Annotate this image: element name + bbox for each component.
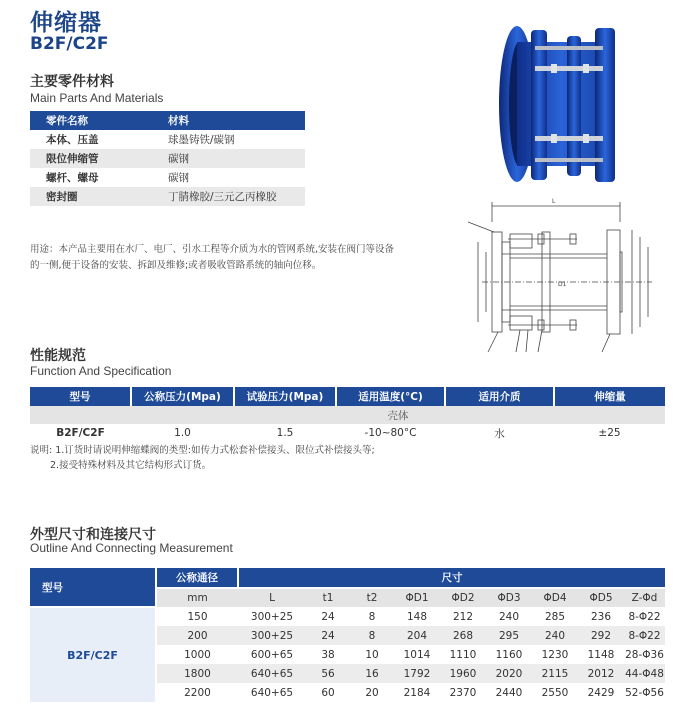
dims-section-subtitle: Outline And Connecting Measurement [30,541,233,555]
table-row [30,187,305,206]
table-cell: 204 [394,626,440,645]
table-cell: 1014 [403,648,431,661]
table-cell: 1960 [440,664,486,683]
table-cell: 52-Φ56 [625,686,664,699]
sub-header: t1 [306,588,350,607]
expansion: ±25 [598,427,621,439]
column-header: 材料 [152,111,305,130]
column-header: 试验压力(Mpa) [234,387,336,406]
table-cell: 600+65 [250,648,294,661]
technical-drawing [452,192,662,362]
table-cell: 240 [532,626,578,645]
column-header: 型号 [30,568,156,607]
column-header: 公称通径 [156,568,238,588]
table-cell: 60 [321,686,335,699]
column-header: 公称压力(Mpa) [131,387,234,406]
table-cell: 295 [486,626,532,645]
sub-header: L [238,588,306,607]
usage-line: 的一侧,便于设备的安装、拆卸及维修;或者吸收管路系统的轴向位移。 [30,260,322,271]
part-material: 球墨铸铁/碳钢 [168,134,235,146]
table-cell: 212 [452,610,474,623]
parts-table [30,111,305,206]
column-header: 尺寸 [238,568,665,588]
table-row [30,424,665,442]
sub-header: t2 [350,588,394,607]
table-cell: 2440 [495,686,523,699]
dims-table [30,568,665,702]
product-photo [495,16,635,186]
usage-line: 用途：本产品主要用在水厂、电厂、引水工程等介质为水的管网系统,安装在阀门等设备 [30,244,395,255]
table-cell: 300+25 [250,610,294,623]
table-cell: 236 [590,610,612,623]
table-cell: 8 [368,610,376,623]
table-cell: 2115 [532,664,578,683]
sub-header: ΦD5 [578,588,624,607]
table-cell: 640+65 [238,664,306,683]
table-cell: 1148 [587,648,615,661]
usage-text [30,242,415,274]
table-cell: 2012 [578,664,624,683]
spec-table [30,387,665,442]
table-cell: 2200 [184,686,211,699]
table-cell: 2184 [403,686,431,699]
table-cell: 8 [350,626,394,645]
parts-section-title: 主要零件材料 [30,74,114,90]
table-row [30,168,305,187]
table-cell: 24 [321,610,335,623]
table-cell: 292 [578,626,624,645]
dim-label: D1 [558,281,567,288]
table-cell: 1000 [184,648,211,661]
model-cell: B2F/C2F [30,607,156,702]
sub-header: mm [156,588,238,607]
table-cell: 8-Φ22 [628,610,661,623]
table-header-row [30,387,665,406]
table-cell: 240 [498,610,520,623]
part-material: 碳钢 [152,149,305,168]
table-cell: 150 [187,610,208,623]
table-header-row [30,568,665,588]
table-cell: 200 [156,626,238,645]
page-title: 伸缩器 [30,10,102,36]
part-name: 密封圈 [30,187,152,206]
table-cell: 268 [440,626,486,645]
test-pressure: 1.5 [276,427,294,439]
table-cell: 10 [365,648,379,661]
table-cell: 2020 [486,664,532,683]
spec-section-title: 性能规范 [30,348,86,364]
table-cell: 1160 [495,648,523,661]
table-cell: 2550 [541,686,569,699]
table-cell: 1800 [156,664,238,683]
column-header: 伸缩量 [554,387,665,406]
dim-label: L [552,198,556,205]
medium: 水 [494,427,505,440]
parts-section-subtitle: Main Parts And Materials [30,91,164,105]
part-material: 丁腈橡胶/三元乙丙橡胶 [152,187,305,206]
spec-notes [30,443,375,473]
temperature: -10~80°C [364,427,417,439]
table-row [30,406,665,424]
sub-header-label: 壳体 [131,406,665,424]
table-cell: 38 [321,648,335,661]
table-cell: 16 [350,664,394,683]
table-cell: 1110 [449,648,477,661]
sub-header: ΦD3 [486,588,532,607]
table-header-row [30,111,305,130]
table-cell: 56 [306,664,350,683]
table-row [30,149,305,168]
table-cell: 640+65 [250,686,294,699]
table-cell: 285 [544,610,566,623]
dims-section-title: 外型尺寸和连接尺寸 [30,527,156,543]
column-header: 零件名称 [30,111,152,130]
table-cell: 300+25 [238,626,306,645]
model-cell: B2F/C2F [56,427,105,439]
part-material: 碳钢 [168,172,189,184]
column-header: 型号 [30,387,131,406]
table-row [30,607,665,626]
table-cell: 44-Φ48 [624,664,665,683]
table-cell: 2429 [587,686,615,699]
table-cell: 2370 [449,686,477,699]
table-cell: 28-Φ36 [625,648,664,661]
column-header: 适用介质 [445,387,554,406]
table-cell: 8-Φ22 [624,626,665,645]
page-subtitle: B2F/C2F [30,34,109,54]
sub-header: ΦD4 [532,588,578,607]
spec-section-subtitle: Function And Specification [30,364,172,378]
table-cell: 1230 [541,648,569,661]
column-header: 适用温度(°C) [336,387,445,406]
sub-header: ΦD1 [394,588,440,607]
part-name: 限位伸缩管 [30,149,152,168]
nominal-pressure: 1.0 [174,427,191,439]
sub-header: Z-Φd [624,588,665,607]
sub-header: ΦD2 [440,588,486,607]
table-cell: 148 [406,610,428,623]
table-cell: 20 [365,686,379,699]
note-line: 2.接受特殊材料及其它结构形式订货。 [50,460,212,471]
note-line: 说明: 1.订货时请说明伸缩蝶阀的类型:如传力式松套补偿接头、限位式补偿接头等; [30,445,375,456]
table-row [30,130,305,149]
table-cell: 1792 [394,664,440,683]
part-name: 螺杆、螺母 [46,172,99,184]
table-cell: 24 [306,626,350,645]
part-name: 本体、压盖 [46,134,99,146]
